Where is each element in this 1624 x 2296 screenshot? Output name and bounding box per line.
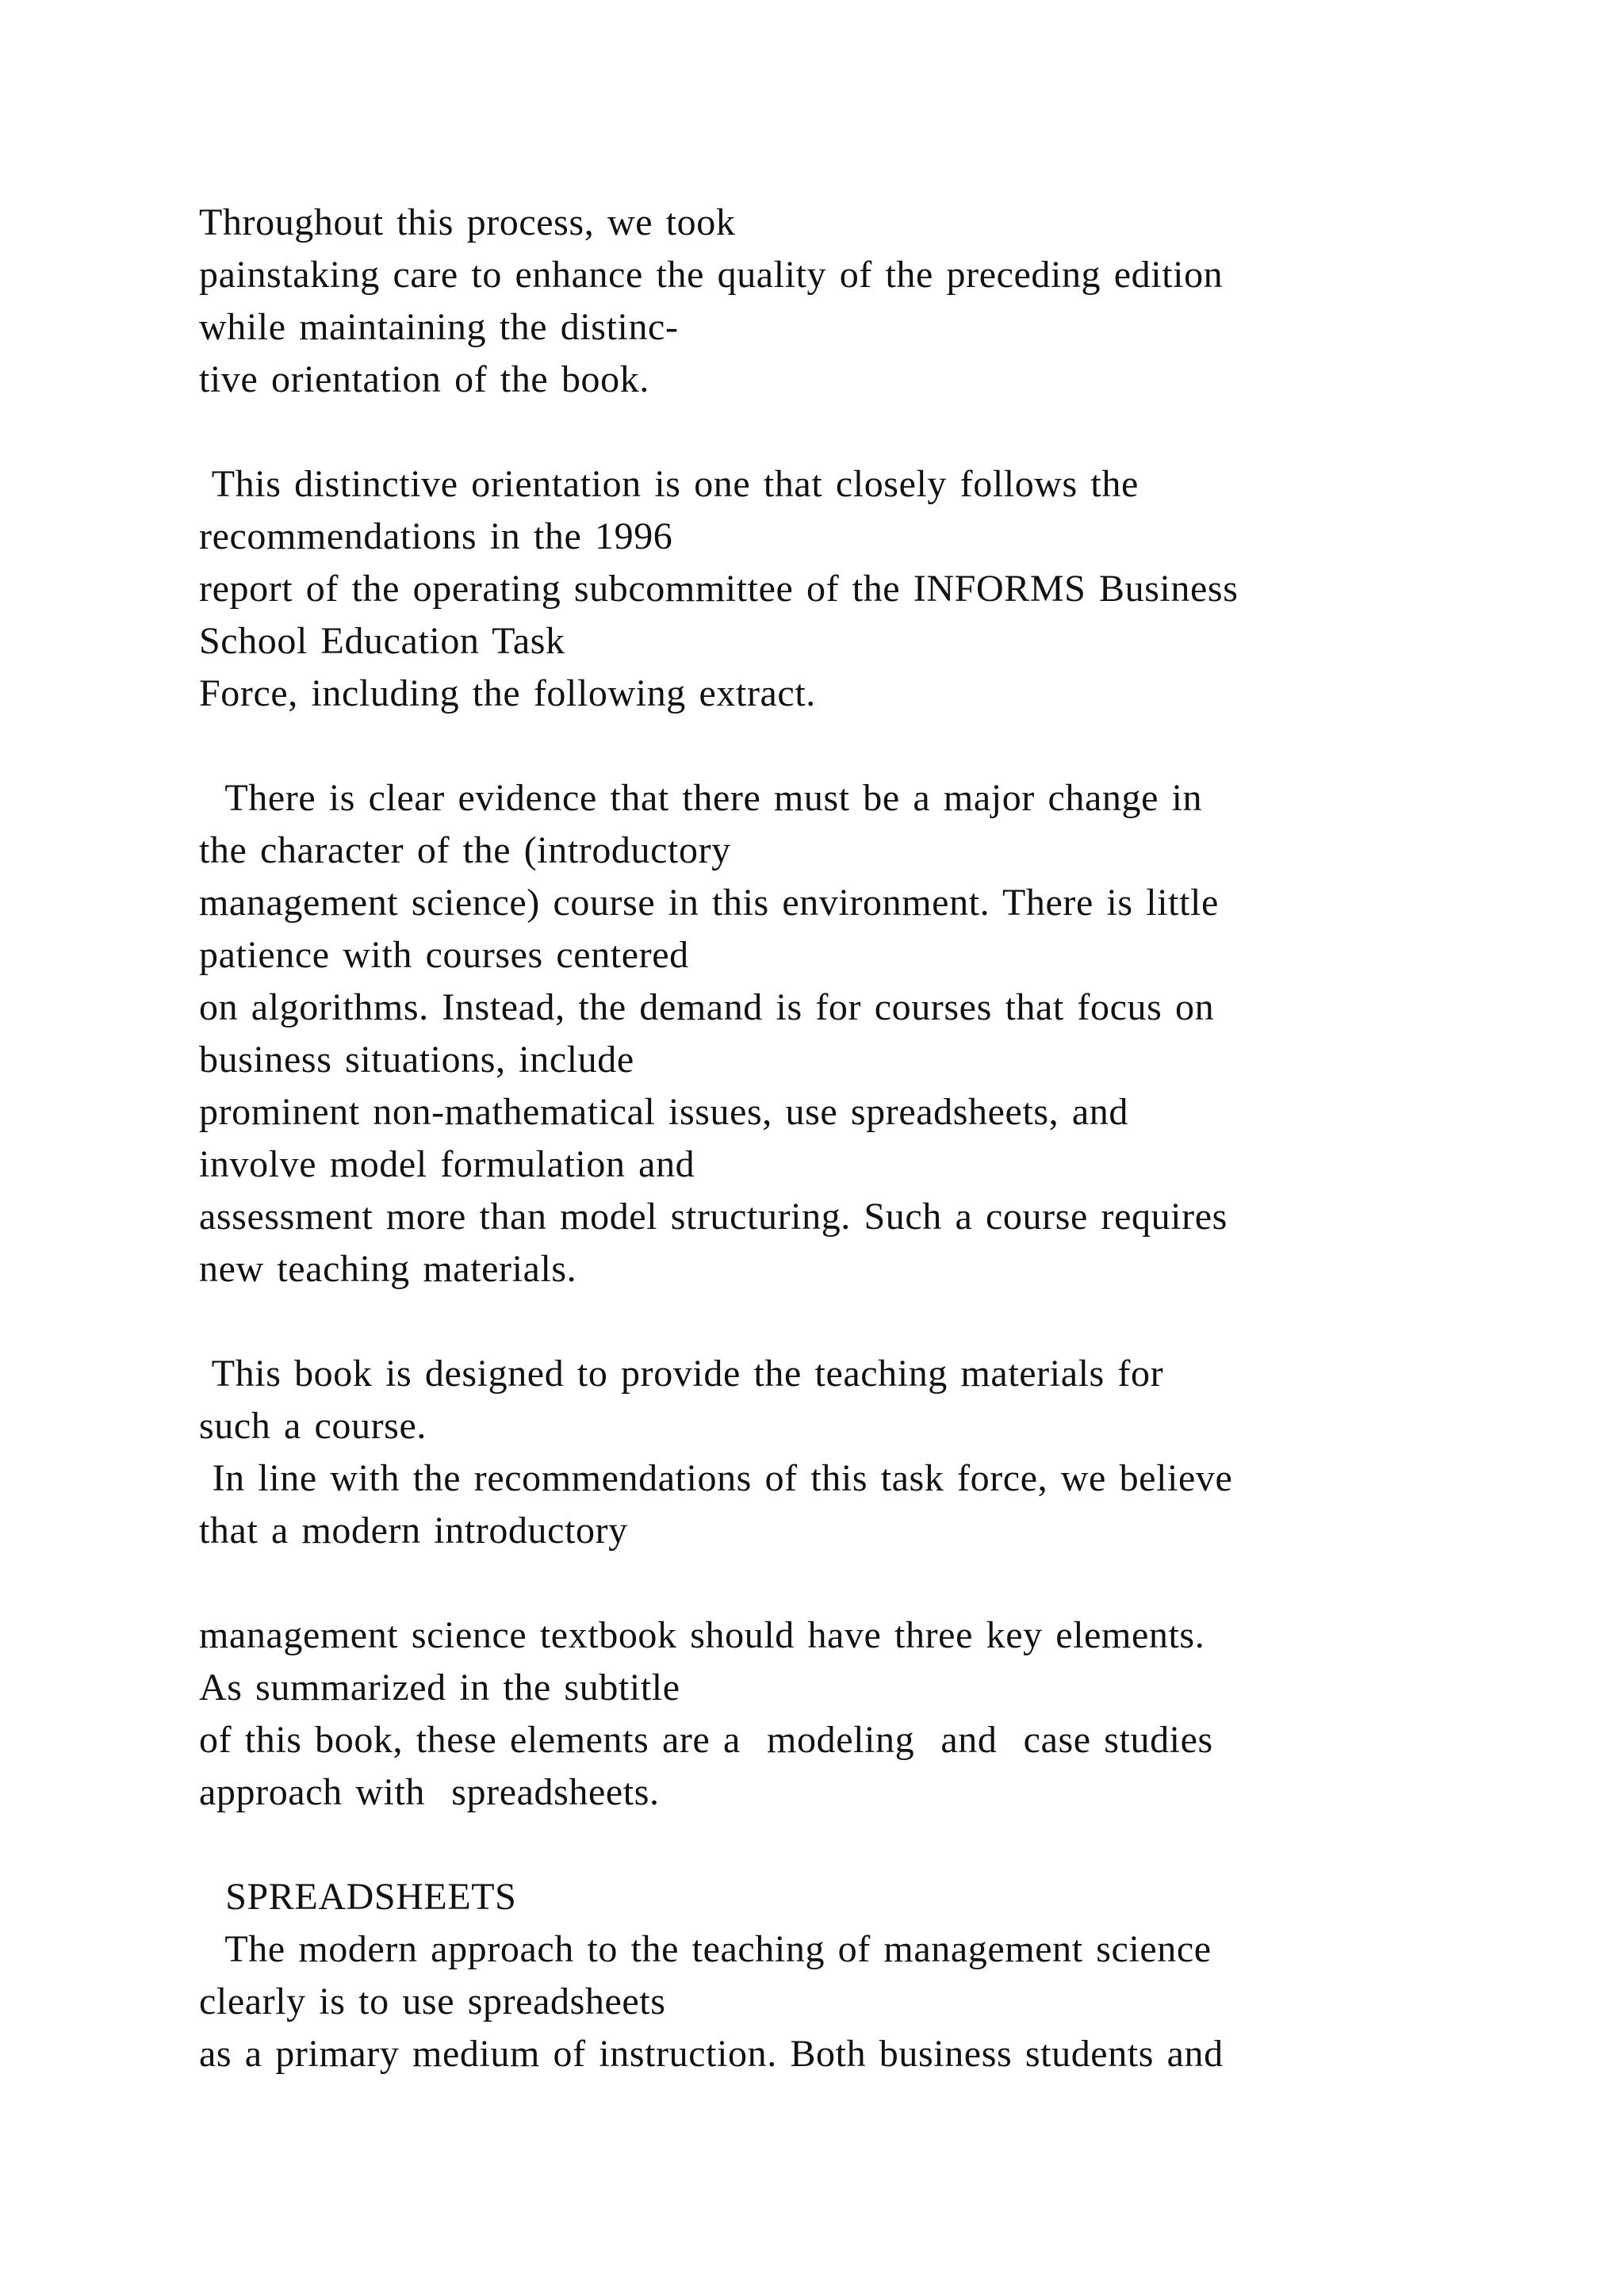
text-line: new teaching materials. (199, 1248, 577, 1290)
paragraph-spacer (199, 720, 1436, 772)
text-line: involve model formulation and (199, 1143, 695, 1185)
text-line: of this book, these elements are a modeling and case studies (199, 1719, 1213, 1761)
text-line: This book is designed to provide the teaching materials for (199, 1353, 1164, 1395)
paragraph-spacer (199, 1819, 1436, 1871)
text-line: such a course. (199, 1405, 427, 1447)
paragraph-spacer (199, 1295, 1436, 1348)
text-line: Throughout this process, we took (199, 201, 736, 243)
paragraph-design (199, 1348, 1436, 1557)
text-line: as a primary medium of instruction. Both business students and (199, 2033, 1224, 2075)
text-line: Force, including the following extract. (199, 672, 816, 714)
text-line: recommendations in the 1996 (199, 515, 673, 557)
text-line: School Education Task (199, 620, 565, 662)
text-line: while maintaining the distinc- (199, 306, 679, 348)
section-heading: SPREADSHEETS (199, 1876, 517, 1918)
text-line: management science textbook should have three key elements. (199, 1614, 1205, 1656)
text-line: painstaking care to enhance the quality of the preceding edition (199, 254, 1224, 296)
text-line: on algorithms. Instead, the demand is for courses that focus on (199, 986, 1215, 1028)
text-line: business situations, include (199, 1039, 634, 1081)
text-line: assessment more than model structuring. Such a course requires (199, 1196, 1228, 1238)
text-line: In line with the recommendations of this task force, we believe (199, 1457, 1233, 1499)
paragraph-process (199, 197, 1436, 406)
paragraph-spacer (199, 406, 1436, 458)
paragraph-spacer (199, 1557, 1436, 1609)
text-line: that a modern introductory (199, 1510, 628, 1552)
text-line: the character of the (introductory (199, 829, 731, 871)
text-line: As summarized in the subtitle (199, 1667, 680, 1709)
paragraph-orientation (199, 458, 1436, 720)
paragraph-spreadsheets (199, 1871, 1436, 2080)
text-line: prominent non-mathematical issues, use spreadsheets, and (199, 1091, 1128, 1133)
text-line: patience with courses centered (199, 934, 689, 976)
paragraph-key-elements (199, 1609, 1436, 1819)
text-line: The modern approach to the teaching of management science (199, 1928, 1212, 1970)
text-line: There is clear evidence that there must be a major change in (199, 777, 1203, 819)
paragraph-extract (199, 772, 1436, 1295)
document-body (199, 197, 1436, 2080)
text-line: approach with spreadsheets. (199, 1771, 660, 1813)
text-line: management science) course in this environment. There is little (199, 882, 1219, 924)
text-line: report of the operating subcommittee of the INFORMS Business (199, 568, 1239, 610)
text-line: This distinctive orientation is one that closely follows the (199, 463, 1139, 505)
text-line: clearly is to use spreadsheets (199, 1980, 666, 2022)
text-line: tive orientation of the book. (199, 358, 649, 400)
